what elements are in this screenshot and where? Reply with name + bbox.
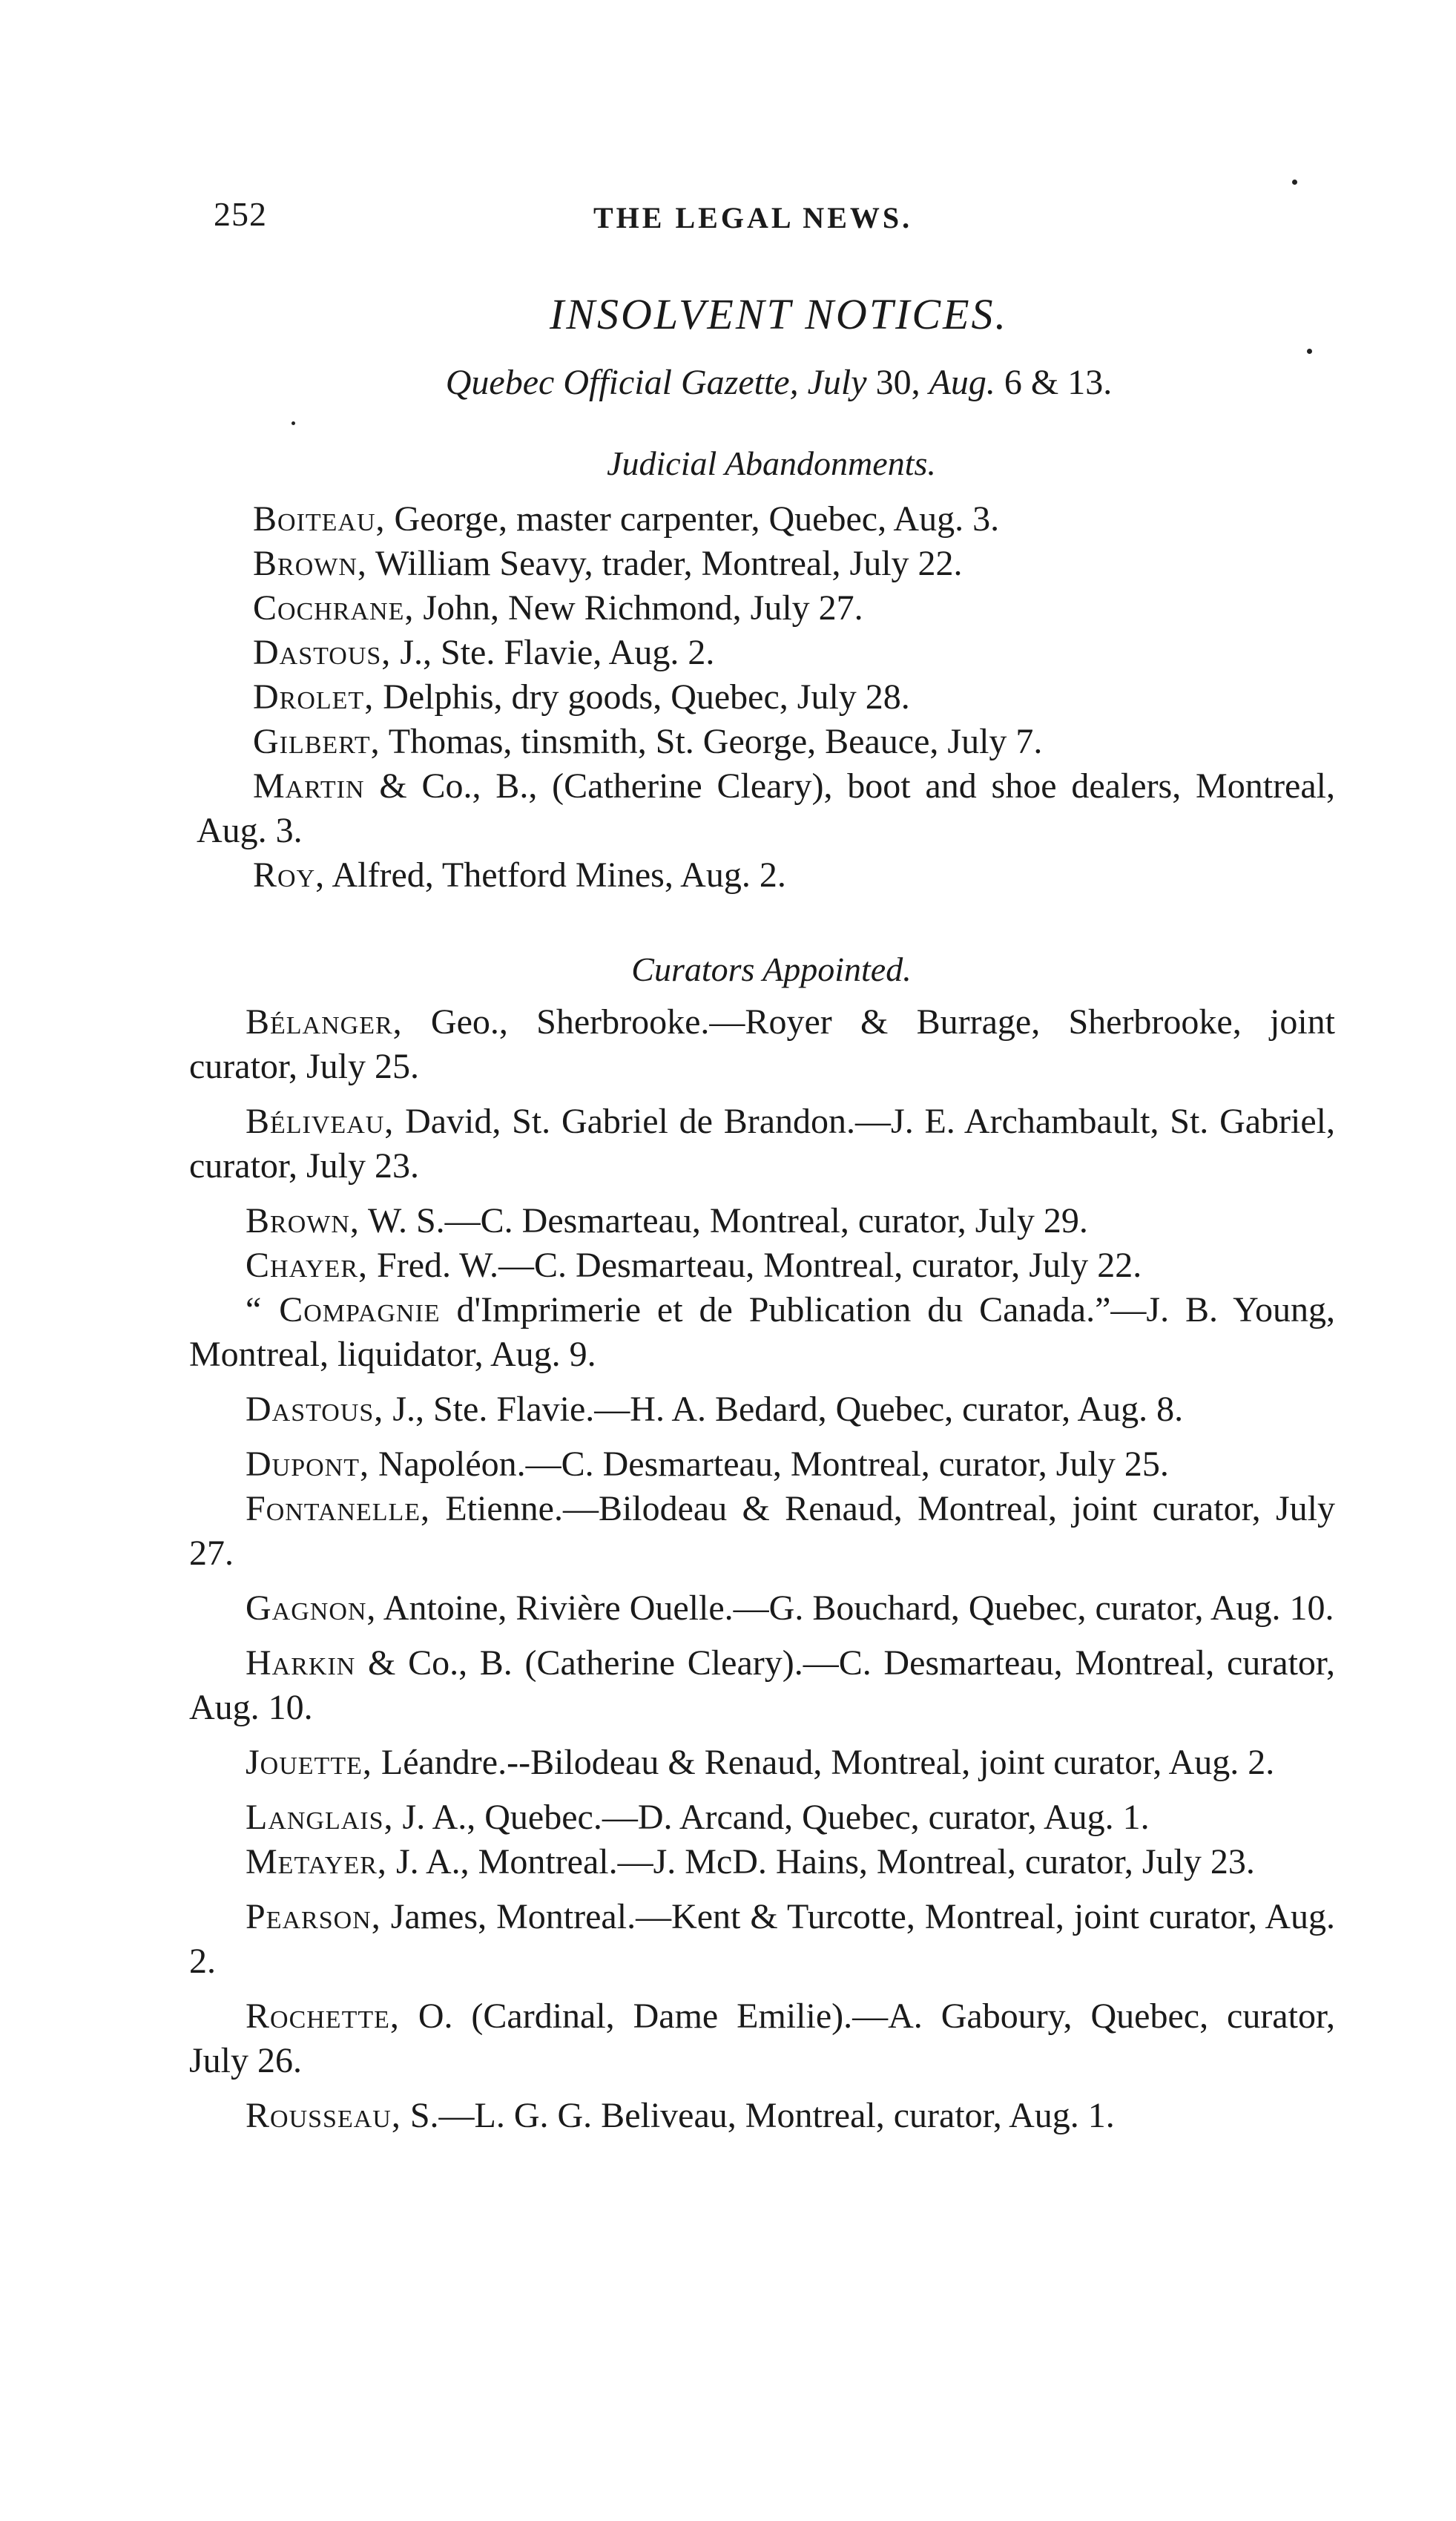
entry-name: Fontanelle,	[246, 1489, 431, 1528]
list-item	[189, 1895, 1335, 1984]
list-item	[189, 1100, 1335, 1189]
entry-text: J., Ste. Flavie, Aug. 2.	[391, 633, 715, 672]
entry-text: Thomas, tinsmith, St. George, Beauce, July 7.	[380, 722, 1043, 761]
entry-text: Etienne.—Bilodeau & Renaud, Montreal, joint curator, July 27.	[189, 1489, 1335, 1573]
entry-name: Rochette,	[246, 1996, 400, 2036]
entry-text: Alfred, Thetford Mines, Aug. 2.	[325, 855, 786, 895]
entry-text: W. S.—C. Desmarteau, Montreal, curator, July 29.	[359, 1201, 1088, 1240]
gazette-month: July	[807, 363, 867, 402]
entry-text: James, Montreal.—Kent & Turcotte, Montreal, joint curator, Aug. 2.	[189, 1897, 1335, 1981]
entry-text: David, St. Gabriel de Brandon.—J. E. Archambault, St. Gabriel, curator, July 23.	[189, 1102, 1335, 1186]
list-item	[189, 1442, 1335, 1487]
list-item	[197, 542, 1335, 586]
entry-name: Langlais,	[246, 1798, 394, 1837]
gazette-aug: Aug.	[929, 363, 995, 402]
entry-name: Brown,	[253, 544, 367, 583]
list-item	[189, 1586, 1335, 1631]
entry-name: Jouette,	[246, 1743, 372, 1782]
entry-text: J. A., Quebec.—D. Arcand, Quebec, curator, Aug. 1.	[393, 1798, 1150, 1837]
entry-name: Cochrane,	[253, 588, 415, 628]
judicial-list	[197, 497, 1335, 898]
entry-name: Gilbert,	[253, 722, 381, 761]
entry-name: Martin	[253, 766, 365, 806]
page-number: 252	[214, 195, 267, 233]
entry-name: Pearson,	[246, 1897, 381, 1936]
entry-text: Geo., Sherbrooke.—Royer & Burrage, Sherbrooke, joint curator, July 25.	[189, 1002, 1335, 1086]
entry-name: Boiteau,	[253, 499, 386, 539]
entry-name: Dupont,	[246, 1444, 370, 1484]
list-item	[189, 1840, 1335, 1884]
entry-text: Antoine, Rivière Ouelle.—G. Bouchard, Quebec, curator, Aug. 10.	[376, 1588, 1334, 1628]
list-item	[197, 497, 1335, 542]
entry-name: Bélanger,	[246, 1002, 403, 1042]
gazette-day: 30,	[875, 363, 920, 402]
list-item	[197, 586, 1335, 631]
entry-name: Gagnon,	[246, 1588, 377, 1628]
page-title: INSOLVENT NOTICES.	[550, 290, 1008, 338]
list-item	[189, 1795, 1335, 1840]
entry-name: Roy,	[253, 855, 326, 895]
running-header	[208, 194, 1335, 246]
entry-text: Delphis, dry goods, Quebec, July 28.	[374, 677, 910, 717]
list-item	[189, 1641, 1335, 1730]
entry-name: “ Compagnie	[246, 1290, 441, 1329]
entry-name: Chayer,	[246, 1246, 369, 1285]
entry-name: Béliveau,	[246, 1102, 395, 1141]
entry-text: & Co., B., (Catherine Cleary), boot and shoe dealers, Montreal, Aug. 3.	[197, 766, 1335, 850]
entry-text: S.—L. G. G. Beliveau, Montreal, curator, Aug. 1.	[401, 2096, 1115, 2135]
list-item	[189, 1288, 1335, 1377]
list-item	[189, 1741, 1335, 1785]
list-item	[189, 1994, 1335, 2083]
entry-name: Rousseau,	[246, 2096, 401, 2135]
curators-list	[189, 1000, 1335, 2138]
journal-title: THE LEGAL NEWS.	[593, 201, 913, 234]
gazette-name: Quebec Official Gazette,	[445, 363, 799, 402]
list-item	[189, 1000, 1335, 1089]
entry-text: William Seavy, trader, Montreal, July 22.	[366, 544, 963, 583]
entry-text: & Co., B. (Catherine Cleary).—C. Desmarteau, Montreal, curator, Aug. 10.	[189, 1643, 1335, 1727]
entry-name: Drolet,	[253, 677, 375, 717]
entry-text: John, New Richmond, July 27.	[414, 588, 863, 628]
list-item	[189, 2094, 1335, 2138]
entry-name: Harkin	[246, 1643, 356, 1683]
section-heading-curators: Curators Appointed.	[631, 950, 912, 988]
gazette-subtitle	[0, 362, 1456, 403]
list-item	[197, 675, 1335, 720]
entry-name: Metayer,	[246, 1842, 387, 1881]
list-item	[189, 1487, 1335, 1576]
speck-mark	[1307, 349, 1312, 354]
list-item	[197, 631, 1335, 675]
entry-text: J., Ste. Flavie.—H. A. Bedard, Quebec, curator, Aug. 8.	[383, 1390, 1184, 1429]
entry-text: Léandre.--Bilodeau & Renaud, Montreal, joint curator, Aug. 2.	[372, 1743, 1275, 1782]
list-item	[197, 764, 1335, 853]
entry-text: Fred. W.—C. Desmarteau, Montreal, curator, July 22.	[368, 1246, 1142, 1285]
speck-mark	[291, 421, 295, 425]
entry-text: J. A., Montreal.—J. McD. Hains, Montreal, curator, July 23.	[386, 1842, 1255, 1881]
list-item	[197, 720, 1335, 764]
list-item	[189, 1387, 1335, 1432]
gazette-days: 6 & 13.	[1004, 363, 1113, 402]
entry-text: George, master carpenter, Quebec, Aug. 3.	[385, 499, 1000, 539]
entry-name: Brown,	[246, 1201, 360, 1240]
entry-name: Dastous,	[246, 1390, 384, 1429]
entry-text: d'Imprimerie et de Publication du Canada.”—J. B. Young, Montreal, liquidator, Aug. 9.	[189, 1290, 1335, 1374]
list-item	[189, 1199, 1335, 1243]
speck-mark	[1292, 180, 1297, 185]
entry-text: Napoléon.—C. Desmarteau, Montreal, curator, July 25.	[369, 1444, 1169, 1484]
list-item	[197, 853, 1335, 898]
section-heading-judicial: Judicial Abandonments.	[607, 444, 936, 482]
list-item	[189, 1243, 1335, 1288]
entry-name: Dastous,	[253, 633, 392, 672]
entry-text: O. (Cardinal, Dame Emilie).—A. Gaboury, Quebec, curator, July 26.	[189, 1996, 1335, 2080]
